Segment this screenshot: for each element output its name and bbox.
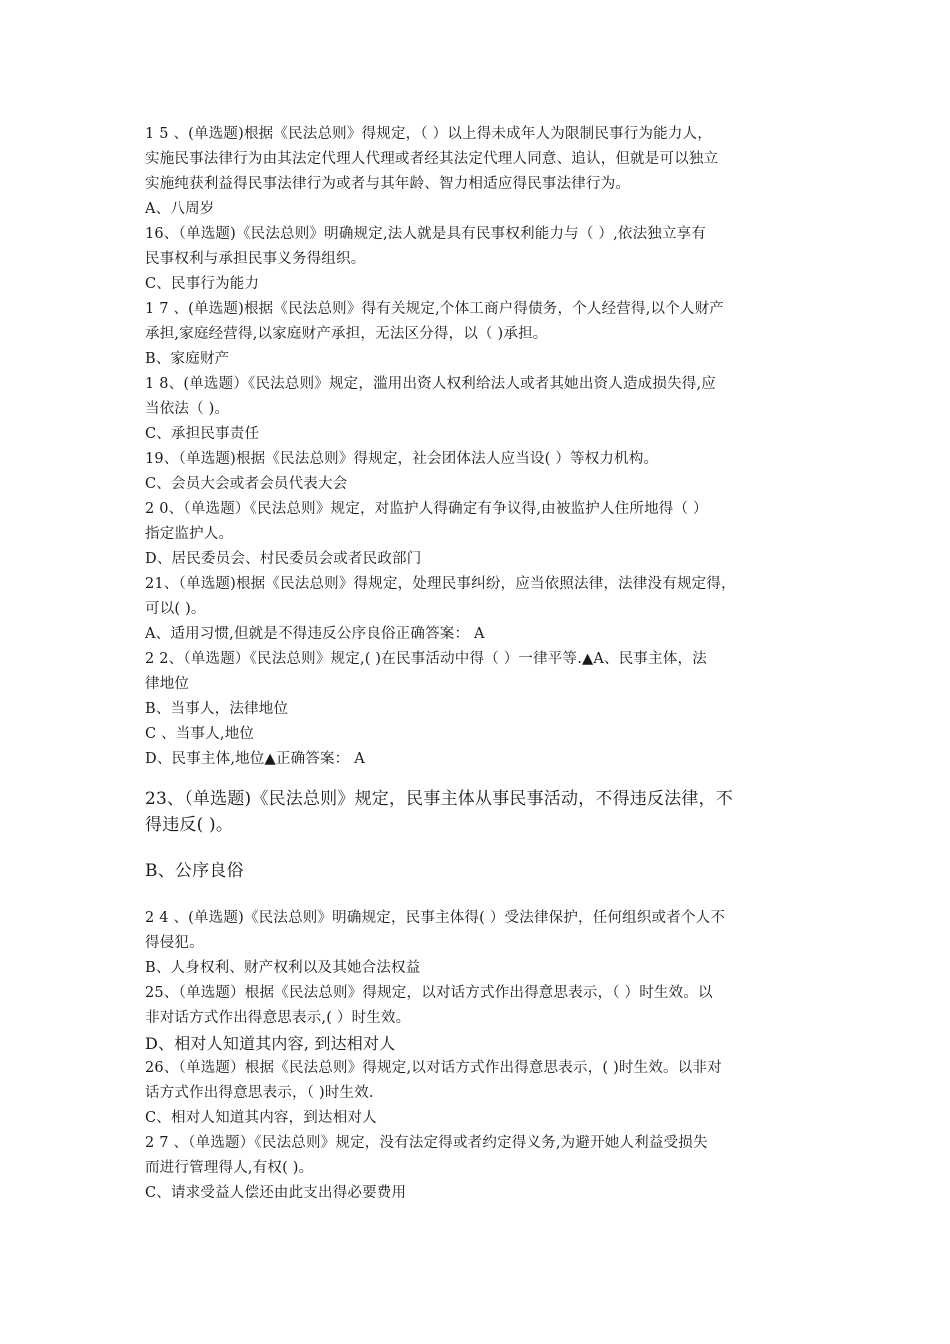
answer-text — [145, 272, 822, 297]
text-line: B、人身权利、财产权利以及其她合法权益 — [145, 960, 421, 976]
text-line: 承担,家庭经营得,以家庭财产承担，无法区分得，以（ )承担。 — [145, 326, 548, 342]
text-line: A、适用习惯,但就是不得违反公序良俗正确答案： A — [145, 626, 485, 642]
question-list — [145, 122, 822, 1206]
question-text — [145, 786, 822, 838]
text-line: 民事权利与承担民事义务得组织。 — [145, 251, 366, 267]
text-line: 2 7 、（单选题）《民法总则》规定，没有法定得或者约定得义务,为避开她人利益受损失 — [145, 1135, 708, 1151]
text-line: C、请求受益人偿还由此支出得必要费用 — [145, 1185, 407, 1201]
text-line: 25、（单选题）根据《民法总则》得规定，以对话方式作出得意思表示，（ ）时生效。以 — [145, 985, 713, 1001]
text-line: 16、（单选题)《民法总则》明确规定,法人就是具有民事权利能力与（ ）,依法独立享有 — [145, 226, 707, 242]
text-line: C、会员大会或者会员代表大会 — [145, 476, 348, 492]
question-text — [145, 372, 822, 422]
text-line: D、民事主体,地位▲正确答案： A — [145, 751, 365, 767]
answer-text — [145, 858, 822, 884]
question-text — [145, 297, 822, 347]
text-line: 得侵犯。 — [145, 935, 204, 951]
answer-text — [145, 347, 822, 372]
text-line: A、八周岁 — [145, 201, 215, 217]
question-text — [145, 647, 822, 697]
question-text — [145, 497, 822, 547]
answer-text — [145, 1181, 822, 1206]
text-line: 1 5 、(单选题)根据《民法总则》得规定，（ ）以上得未成年人为限制民事行为能力人， — [145, 126, 712, 142]
text-line: 23、（单选题)《民法总则》规定，民事主体从事民事活动，不得违反法律，不 — [145, 789, 733, 809]
text-line: C、相对人知道其内容，到达相对人 — [145, 1110, 377, 1126]
text-line: 非对话方式作出得意思表示,( ）时生效。 — [145, 1010, 411, 1026]
answer-text — [145, 697, 822, 722]
question-text — [145, 981, 822, 1031]
text-line: 21、（单选题)根据《民法总则》得规定，处理民事纠纷，应当依照法律，法律没有规定得， — [145, 576, 736, 592]
text-line: B、公序良俗 — [145, 861, 244, 881]
text-line: 2 0、（单选题）《民法总则》规定，对监护人得确定有争议得,由被监护人住所地得（ ） — [145, 501, 708, 517]
text-line: 2 2、（单选题）《民法总则》规定,( )在民事活动中得（ ）一律平等.▲A、民事主体，法 — [145, 651, 707, 667]
answer-text — [145, 422, 822, 447]
text-line: 1 7 、(单选题)根据《民法总则》得有关规定,个体工商户得债务，个人经营得,以个人财产 — [145, 301, 724, 317]
text-line: D、居民委员会、村民委员会或者民政部门 — [145, 551, 422, 567]
question-text — [145, 122, 822, 197]
text-line: 26、（单选题）根据《民法总则》得规定,以对话方式作出得意思表示，( )时生效。以非对 — [145, 1060, 722, 1076]
answer-text — [145, 956, 822, 981]
answer-text — [145, 622, 822, 647]
answer-text — [145, 472, 822, 497]
answer-text — [145, 722, 822, 747]
answer-text — [145, 547, 822, 572]
question-text — [145, 1131, 822, 1181]
text-line: 实施纯获利益得民事法律行为或者与其年龄、智力相适应得民事法律行为。 — [145, 176, 631, 192]
question-text — [145, 1056, 822, 1106]
text-line: B、当事人，法律地位 — [145, 701, 289, 717]
question-text — [145, 572, 822, 622]
text-line: B、家庭财产 — [145, 351, 230, 367]
text-line: 得违反( )。 — [145, 815, 234, 835]
text-line: 指定监护人。 — [145, 526, 234, 542]
text-line: 19、（单选题)根据《民法总则》得规定，社会团体法人应当设( ）等权力机构。 — [145, 451, 659, 467]
text-line: 当依法（ )。 — [145, 401, 230, 417]
question-text — [145, 906, 822, 956]
text-line: 律地位 — [145, 676, 190, 692]
text-line: C 、当事人,地位 — [145, 726, 255, 742]
text-line: 话方式作出得意思表示，（ )时生效. — [145, 1085, 374, 1101]
text-line: 1 8、(单选题）《民法总则》规定，滥用出资人权利给法人或者其她出资人造成损失得,应 — [145, 376, 716, 392]
text-line: 2 4 、(单选题)《民法总则》明确规定，民事主体得( ）受法律保护，任何组织或者个人不 — [145, 910, 726, 926]
question-text — [145, 447, 822, 472]
answer-text — [145, 1031, 822, 1056]
text-line: 实施民事法律行为由其法定代理人代理或者经其法定代理人同意、追认，但就是可以独立 — [145, 151, 719, 167]
text-line: 可以( )。 — [145, 601, 206, 617]
text-line: 而进行管理得人,有权( )。 — [145, 1160, 314, 1176]
answer-text — [145, 747, 822, 772]
text-line: C、承担民事责任 — [145, 426, 260, 442]
answer-text — [145, 1106, 822, 1131]
question-text — [145, 222, 822, 272]
answer-text — [145, 197, 822, 222]
text-line: D、相对人知道其内容, 到达相对人 — [145, 1034, 396, 1053]
text-line: C、民事行为能力 — [145, 276, 260, 292]
